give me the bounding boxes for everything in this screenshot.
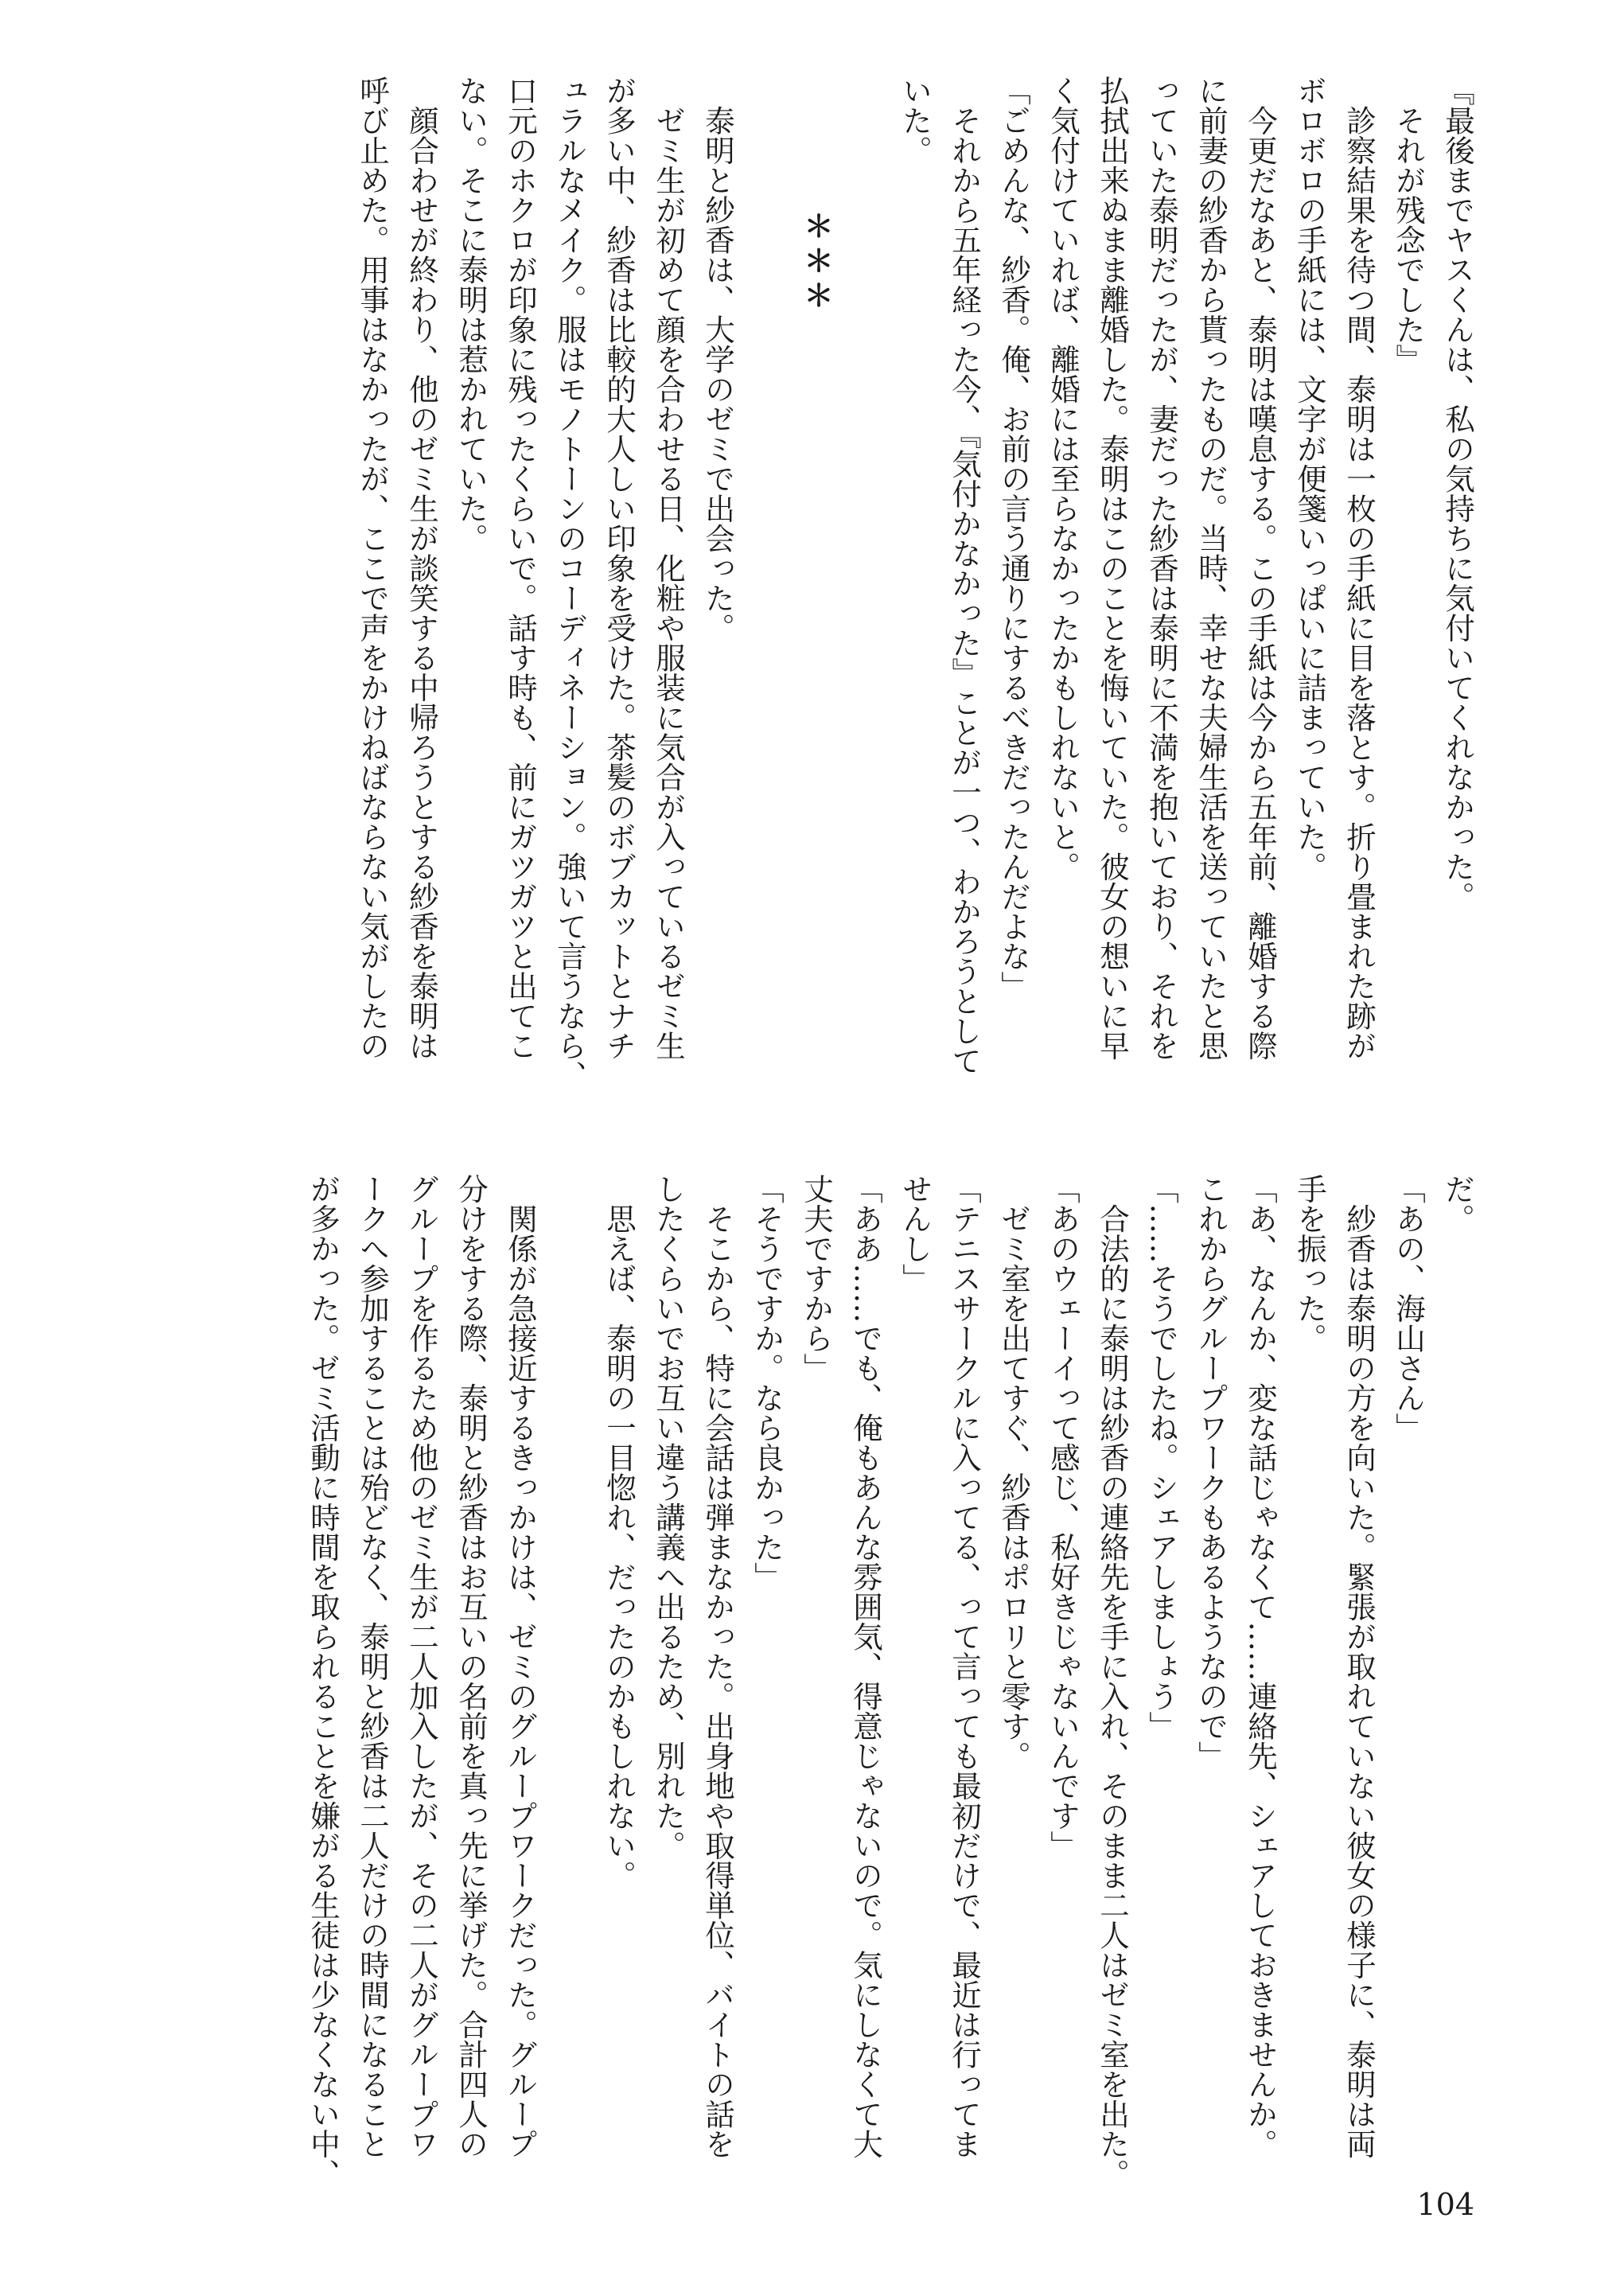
text-line: 「……そうでしたね。シェアしましょう」 (1144, 1174, 1179, 1741)
text-line: 「あのウェーイって感じ、私好きじゃないんです」 (1046, 1174, 1081, 1861)
text-line: グループを作るため他のゼミ生が二人加入したが、その二人がグループワ (404, 1174, 439, 2159)
upper-text-block (114, 76, 1482, 1102)
text-line: ない。そこに泰明は惹かれていた。 (454, 76, 489, 553)
blank-line (742, 76, 792, 1102)
text-line: 口元のホクロが印象に残ったくらいで。話す時も、前にガツガツと出てこ (503, 76, 538, 1061)
lower-text-block (114, 1174, 1482, 2189)
blank-line (841, 76, 890, 1102)
text-line: ゼミ生が初めて顔を合わせる日、化粧や服装に気合が入っているゼミ生 (651, 76, 686, 1061)
text-line: 「テニスサークルに入ってる、って言っても最初だけで、最近は行ってま (947, 1174, 982, 2159)
text-line: 診察結果を待つ間、泰明は一枚の手紙に目を落とす。折り畳まれた跡が (1342, 76, 1377, 1061)
text-line: 「あの、海山さん」 (1391, 1174, 1426, 1443)
text-line: それから五年経った今、『気付かなかった』ことが一つ、わかろうとして (947, 76, 982, 1076)
text-line: 思えば、泰明の一目惚れ、だったのかもしれない。 (602, 1174, 637, 1890)
text-line: 『最後までヤスくんは、私の気持ちに気付いてくれなかった。 (1440, 76, 1475, 911)
text-line: したくらいでお互い違う講義へ出るため、別れた。 (651, 1174, 686, 1861)
text-line: が多かった。ゼミ活動に時間を取られることを嫌がる生徒は少なくない中、 (306, 1174, 341, 2189)
text-line: 紗香は泰明の方を向いた。緊張が取れていない彼女の様子に、泰明は両 (1342, 1174, 1377, 2159)
text-line: ゼミ室を出てすぐ、紗香はポロリと零す。 (996, 1174, 1031, 1771)
text-line: 「あ、なんか、変な話じゃなくて……連絡先、シェアしておきませんか。 (1243, 1174, 1278, 2159)
text-line: ュラルなメイク。服はモノトーンのコーディネーション。強いて言うなら、 (552, 76, 587, 1090)
text-line: ボロボロの手紙には、文字が便箋いっぱいに詰まっていた。 (1292, 76, 1327, 882)
text-line: 「そうですか。なら良かった」 (750, 1174, 785, 1592)
text-line: 払拭出来ぬまま離婚した。泰明はこのことを悔いていた。彼女の想いに早 (1095, 76, 1130, 1061)
text-line: 顔合わせが終わり、他のゼミ生が談笑する中帰ろうとする紗香を泰明は (404, 76, 439, 1061)
text-line: 泰明と紗香は、大学のゼミで出会った。 (700, 76, 735, 643)
text-line: いた。 (898, 76, 933, 166)
text-line: 「ごめんな、紗香。俺、お前の言う通りにするべきだったんだよな」 (996, 76, 1031, 1001)
text-line: 「ああ……でも、俺もあんな雰囲気、得意じゃないので。気にしなくて大 (848, 1174, 883, 2159)
text-line: 合法的に泰明は紗香の連絡先を手に入れ、そのまま二人はゼミ室を出た。 (1095, 1174, 1130, 2189)
text-line: それが残念でした』 (1391, 76, 1426, 374)
text-line: だ。 (1440, 1174, 1475, 1234)
text-line: これからグループワークもあるようなので」 (1194, 1174, 1229, 1771)
text-line: 分けをする際、泰明と紗香はお互いの名前を真っ先に挙げた。合計四人の (454, 1174, 489, 2159)
text-line: 関係が急接近するきっかけは、ゼミのグループワークだった。グループ (503, 1174, 538, 2159)
text-line: が多い中、紗香は比較的大人しい印象を受けた。茶髪のボブカットとナチ (602, 76, 637, 1061)
text-line: ークへ参加することは殆どなく、泰明と紗香は二人だけの時間になること (355, 1174, 390, 2159)
text-line: せんし」 (898, 1174, 933, 1293)
text-line: く気付けていれば、離婚には至らなかったかもしれないと。 (1046, 76, 1081, 882)
blank-line (545, 1174, 594, 2189)
scene-break: ＊＊＊ (799, 211, 834, 315)
text-line: に前妻の紗香から貰ったものだ。当時、幸せな夫婦生活を送っていたと思 (1194, 76, 1229, 1061)
page-number: 104 (1416, 2187, 1474, 2222)
text-line: そこから、特に会話は弾まなかった。出身地や取得単位、バイトの話を (700, 1174, 735, 2159)
text-line: 呼び止めた。用事はなかったが、ここで声をかけねばならない気がしたの (355, 76, 390, 1061)
text-line: っていた泰明だったが、妻だった紗香は泰明に不満を抱いており、それを (1144, 76, 1179, 1061)
text-line: 手を振った。 (1292, 1174, 1327, 1353)
text-line: 丈夫ですから」 (799, 1174, 834, 1383)
text-line: 今更だなあと、泰明は嘆息する。この手紙は今から五年前、離婚する際 (1243, 76, 1278, 1061)
